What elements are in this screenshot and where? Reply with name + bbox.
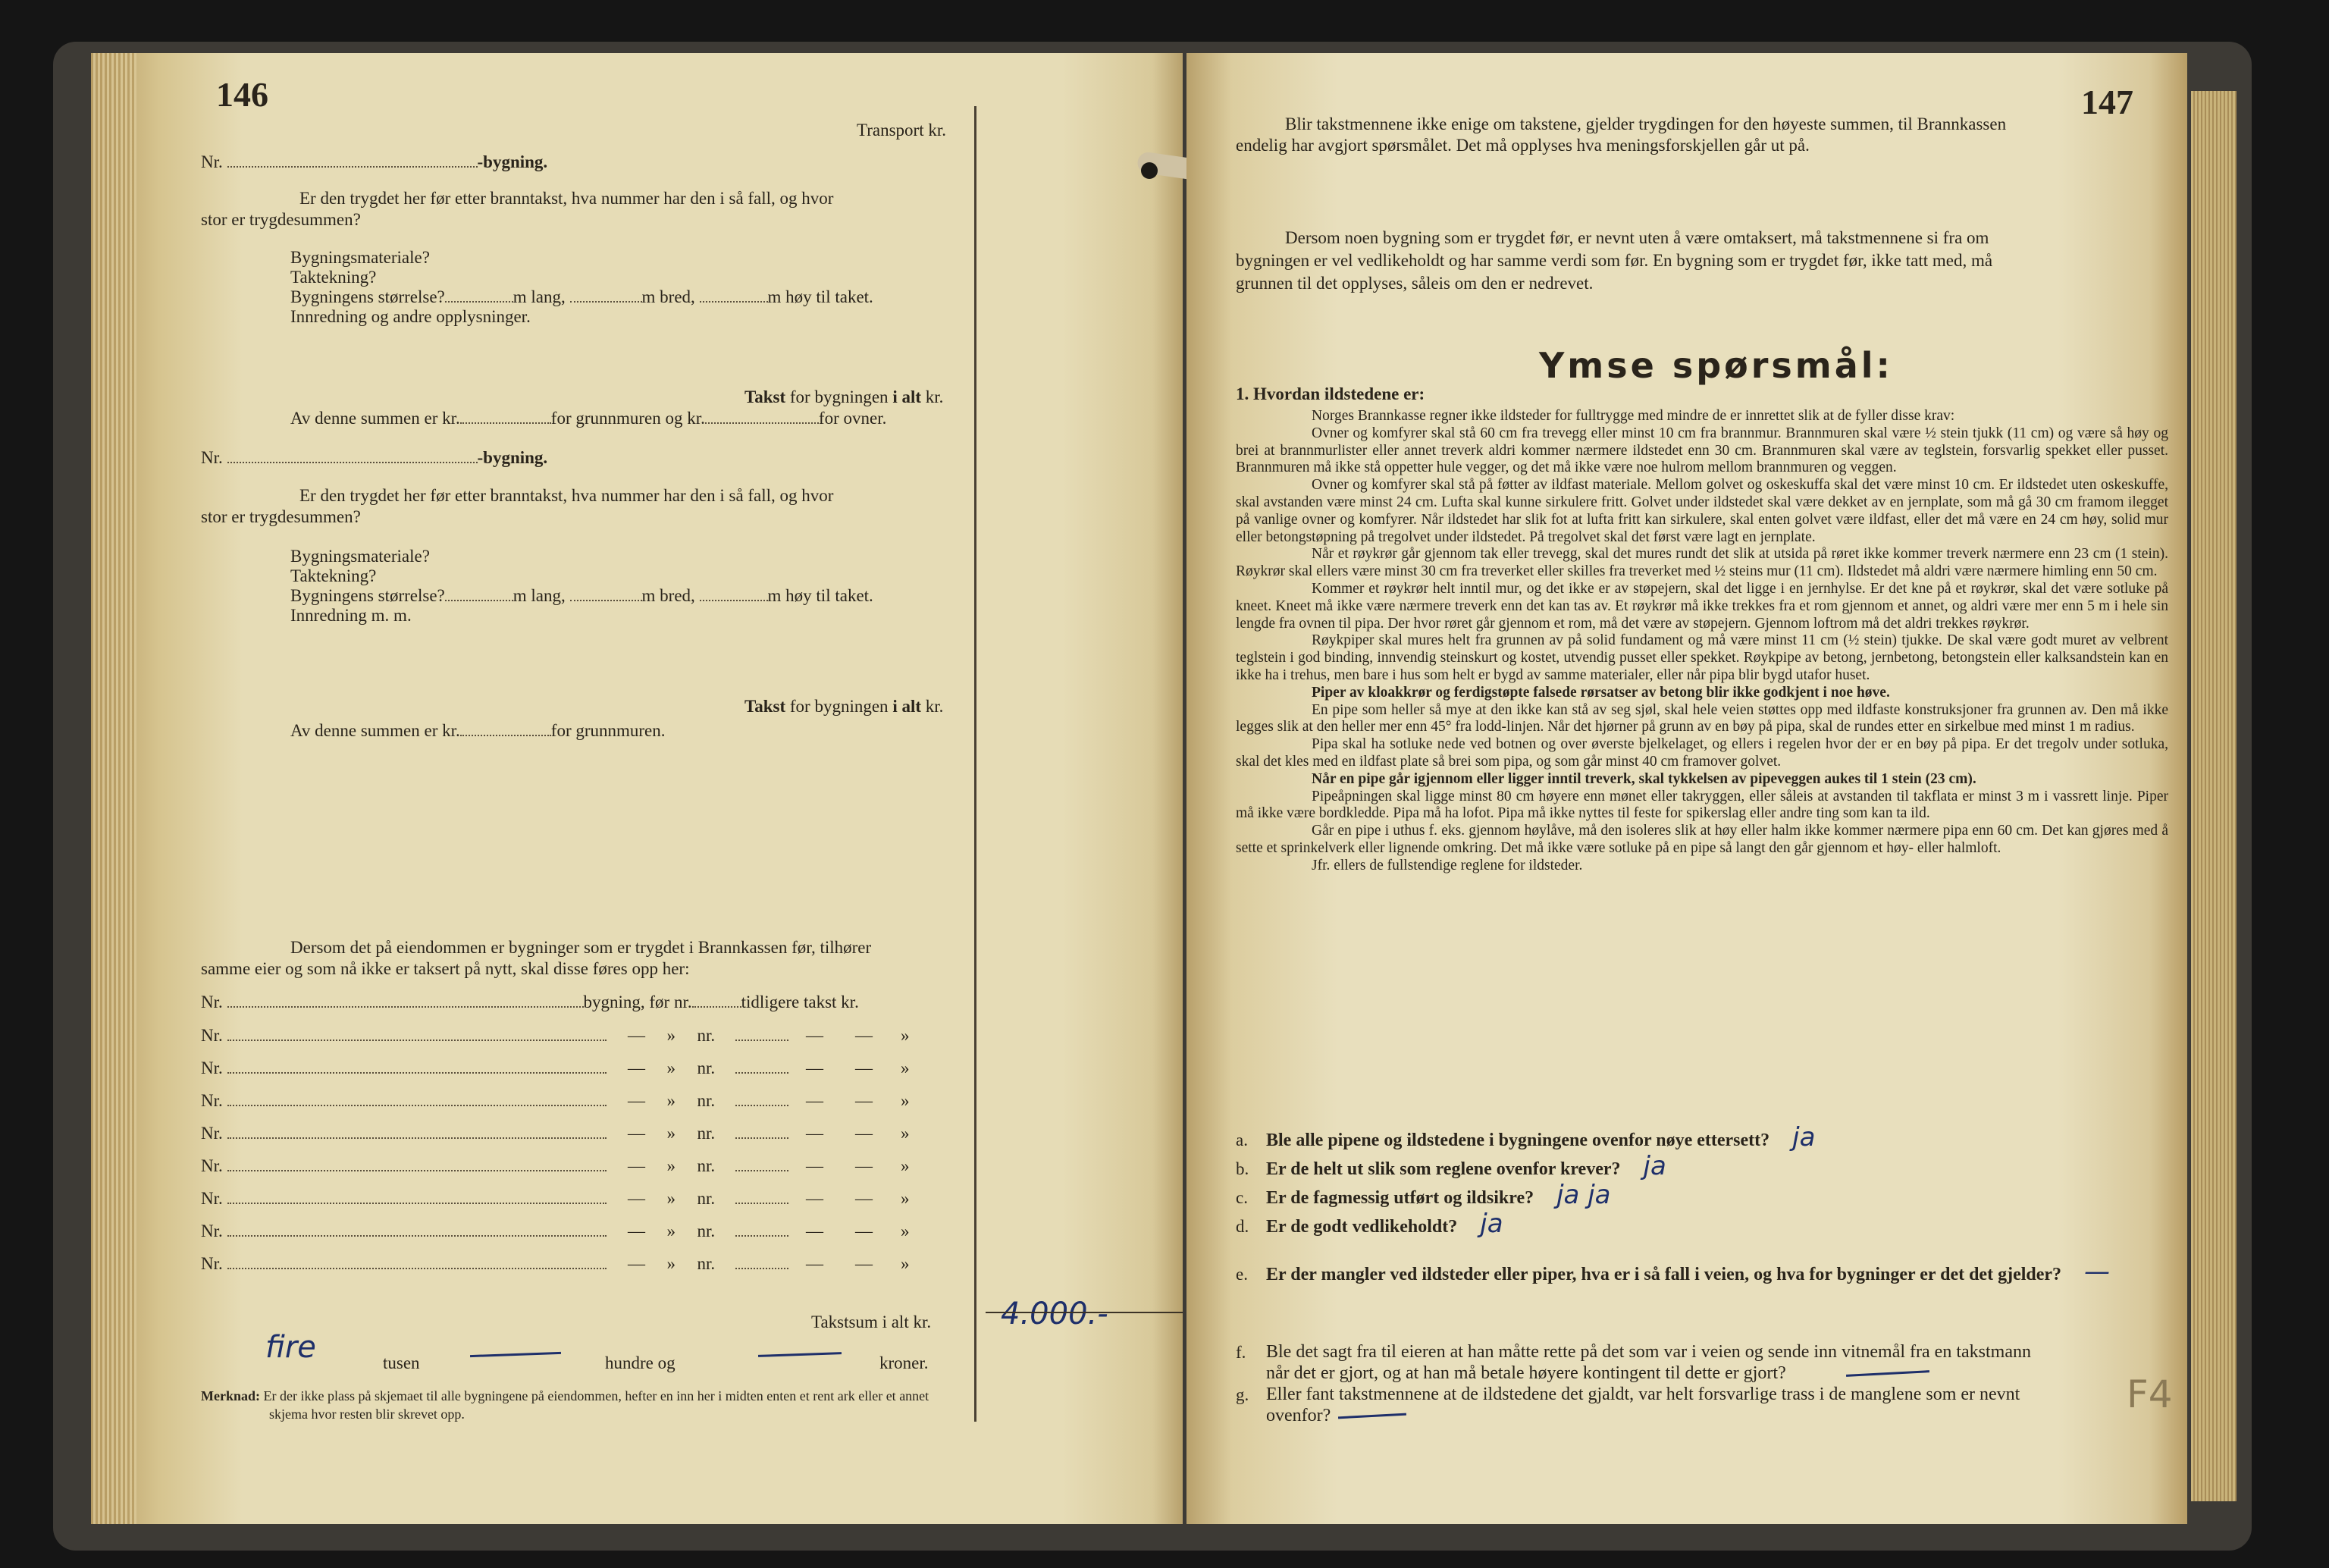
rule-paragraph: Piper av kloakkrør og ferdigstøpte falsede rørsatser av betong blir ikke godkjent i noe høve. bbox=[1312, 684, 1890, 701]
question-letter: b. bbox=[1236, 1159, 1249, 1178]
question-text: Ble alle pipene og ildstedene i bygningene ovenfor nøye ettersett? bbox=[1266, 1131, 1770, 1150]
merknad-line: Merknad: Er der ikke plass på skjemaet til alle bygningene på eiendommen, hefter en inn her i midten enten et rent ark eller et annet bbox=[201, 1388, 929, 1403]
others-row: Nr. — » nr. — — » bbox=[201, 1189, 910, 1208]
handwritten-fire: fire bbox=[265, 1330, 316, 1365]
rule-paragraph: Når et røykrør går gjennom tak eller trevegg, skal det mures rundt det slik at utsida på røret ikke kommer treverk nærmere enn 23 cm (1 stein). Røykrør skal ellers være minst 30 cm fra treverket eller skilles fra treverket med ½ steins mur (11 cm). Ildstedet må aldri være nærmere himling enn 50 cm. bbox=[1236, 546, 2168, 580]
rule-paragraph: Kommer et røykrør helt inntil mur, og det ikke er av støpejern, skal det ligge i en jernhylse. Er det kne på et røykrør, skal det være sotluke på kneet. Kneet må ikke være nærmere treverk enn det kan tas av. Et røykrør må ikke trekkes fra et rom gjennom et annet, og aldri være mer enn 5 m i hele sin lengde fra ovnen til pipa. Der hvor røret går gjennom et rom, må det være av støpejern. Gjennom loftrom må det aldri trekkes røykrør. bbox=[1236, 580, 2168, 632]
question-row bbox=[1236, 1256, 2110, 1287]
material-label: Bygningsmateriale? bbox=[290, 547, 430, 566]
hundre-label: hundre og bbox=[605, 1353, 676, 1372]
rule-paragraph: Ovner og komfyrer skal stå på føtter av ildfast materiale. Mellom golvet og oskeskuffa skal det være minst 10 cm. Er ildstedet uten oskeskuffe, skal avstanden være minst 24 cm. Lufta skal kunne sirkulere fritt. Golvet under ildstedet skal være dekket av en jernplate, som må gå 30 cm framom ilegget på vanlige ovner og komfyrer. Når ildstedet har slik fot at lufta fritt kan sirkulere, skal enten golvet være ildfast, eller det må være en 24 cm høy, solid mur eller betongstøpning på tregolvet under ildstedet. På tregolvet skal det først være lagt en jernplate. bbox=[1236, 477, 2168, 545]
others-first-row: Nr. bygning, før nr. tidligere takst kr. bbox=[201, 993, 859, 1011]
question-row bbox=[1236, 1122, 1815, 1152]
question-row bbox=[1236, 1151, 1666, 1181]
question-line: stor er trygdesummen? bbox=[201, 210, 361, 229]
nr-label: Nr. -bygning. bbox=[201, 152, 548, 171]
right-page bbox=[1186, 53, 2187, 1524]
question-letter: c. bbox=[1236, 1188, 1248, 1207]
question-row bbox=[1236, 1209, 1503, 1239]
kroner-label: kroner. bbox=[879, 1353, 929, 1372]
others-row: Nr. — » nr. — — » bbox=[201, 1221, 910, 1240]
rule-paragraph: Jfr. ellers de fullstendige reglene for ildsteder. bbox=[1312, 857, 1583, 873]
question-text: Er de godt vedlikeholdt? bbox=[1266, 1217, 1458, 1237]
question-letter: a. bbox=[1236, 1131, 1248, 1149]
rule-paragraph: Pipa skal ha sotluke nede ved botnen og over øverste bjelkelaget, og ellers i regelen hvor der er en bøy på pipa. Er det tregolv under sotluka, skal det kles med en ildfast plate så brei som pipa, og som går minst 40 cm framover golvet. bbox=[1236, 736, 2168, 770]
handwritten-dash bbox=[1846, 1370, 1929, 1377]
fire-rules bbox=[1236, 408, 2168, 875]
takst-line: Takst for bygningen i alt kr. bbox=[744, 697, 944, 716]
intro-line: endelig har avgjort spørsmålet. Det må opplyses hva meningsforskjellen går ut på. bbox=[1236, 136, 1810, 155]
question-f: når det er gjort, og at han må betale høyere kontingent til dette er gjort? bbox=[1266, 1363, 1786, 1383]
takst-line: Takst for bygningen i alt kr. bbox=[744, 387, 944, 406]
paragraph-line: bygningen er vel vedlikeholdt og har samme verdi som før. En bygning som er trygdet før, ikke tatt med, må bbox=[1236, 251, 1993, 270]
question-f: Ble det sagt fra til eieren at han måtte rette på det som var i veien og sende inn vitnemål fra en takstmann bbox=[1266, 1342, 2031, 1362]
page-edges-left bbox=[91, 53, 136, 1524]
others-intro: samme eier og som nå ikke er taksert på nytt, skal disse føres opp her: bbox=[201, 959, 690, 978]
margin-mark: F4 bbox=[2127, 1372, 2173, 1416]
handwritten-answer: ja bbox=[1480, 1209, 1503, 1239]
roof-label: Taktekning? bbox=[290, 268, 377, 287]
takstsum-value: 4.000.- bbox=[1001, 1297, 1108, 1331]
question-g: Eller fant takstmennene at de ildstedene det gjaldt, var helt forsvarlige trass i de manglene som er nevnt bbox=[1266, 1385, 2020, 1404]
sum-line: Av denne summen er kr. for grunnmuren og kr. for ovner. bbox=[290, 409, 887, 428]
roof-label: Taktekning? bbox=[290, 566, 377, 585]
others-row: Nr. — » nr. — — » bbox=[201, 1058, 910, 1077]
rule-paragraph: Norges Brannkasse regner ikke ildsteder for fulltrygge med mindre de er innrettet slik at de fyller disse krav: bbox=[1312, 408, 1955, 424]
takstsum-line bbox=[986, 1312, 1183, 1313]
handwritten-dash bbox=[470, 1352, 561, 1357]
rule-paragraph: Går en pipe i uthus f. eks. gjennom høylåve, må den isoleres slik at høy eller halm ikke kommer nærmere pipa enn 60 cm. Det kan gjøres med å sette et sprinkelverk eller lignende omkring. Det må ikke være sotluke på en pipe så langt den går gjennom et høy- eller halmloft. bbox=[1236, 823, 2168, 856]
left-page bbox=[91, 53, 1183, 1524]
rule-paragraph: Ovner og komfyrer skal stå 60 cm fra trevegg eller minst 10 cm fra brannmur. Brannmuren skal være ½ stein tjukk (11 cm) og være så høy og brei at brannmurlister eller annet treverk aldri kommer nærmere ildstedet enn 30 cm. Brannmuren skal være av teglstein, forsvarlig spekket eller pusset. Brannmuren må ikke stå oppetter hule vegger, og det må ikke være noe hulrom mellom brannmuren og veggen. bbox=[1236, 425, 2168, 476]
question-text: Er de fagmessig utført og ildsikre? bbox=[1266, 1188, 1534, 1208]
others-row: Nr. — » nr. — — » bbox=[201, 1026, 910, 1045]
nr-label: Nr. -bygning. bbox=[201, 448, 548, 467]
question-line: Er den trygdet her før etter branntakst, hva nummer har den i så fall, og hvor bbox=[299, 486, 834, 505]
handwritten-dash bbox=[758, 1352, 842, 1357]
section-heading: Ymse spørsmål: bbox=[1539, 345, 1893, 386]
others-row: Nr. — » nr. — — » bbox=[201, 1156, 910, 1175]
tusen-label: tusen bbox=[383, 1353, 420, 1372]
material-label: Bygningsmateriale? bbox=[290, 248, 430, 267]
transport-label: Transport kr. bbox=[857, 121, 946, 140]
handwritten-answer: ja bbox=[1792, 1122, 1816, 1152]
takstsum-label: Takstsum i alt kr. bbox=[811, 1312, 932, 1331]
handwritten-answer: — bbox=[2084, 1256, 2111, 1287]
question-letter: e. bbox=[1236, 1265, 1248, 1284]
question-row bbox=[1236, 1180, 1610, 1210]
page-edges-right bbox=[2191, 91, 2237, 1501]
rule-paragraph: Pipeåpningen skal ligge minst 80 cm høyere enn mønet eller takryggen, eller såleis at avstanden til takflata er minst 3 m i vassrett linje. Piper må ikke være bordkledde. Pipa må ha lofot. Pipa må ikke nyttes til feste for spikerslag eller andre ting som kan ta ild. bbox=[1236, 788, 2168, 822]
size-line: Bygningens størrelse? m lang, m bred, m høy til taket. bbox=[290, 287, 873, 306]
others-row: Nr. — » nr. — — » bbox=[201, 1091, 910, 1110]
sum-line: Av denne summen er kr. for grunnmuren. bbox=[290, 721, 666, 740]
rule-paragraph: En pipe som heller så mye at den ikke kan stå av seg sjøl, skal hele veien støttes opp med ildfaste konstruksjoner fra grunnen av. Den må ikke legges slik at den heller mer enn 45° fra lodd-linjen. Når det hjørner på grunn av en bøy på pipa, skal de rundes etter en sirkelbue med minst 1 m radius. bbox=[1236, 701, 2168, 735]
handwritten-answer: ja ja bbox=[1556, 1180, 1611, 1210]
question-letter: g. bbox=[1236, 1385, 1249, 1404]
question-line: stor er trygdesummen? bbox=[201, 507, 361, 526]
inner-label: Innredning m. m. bbox=[290, 606, 412, 625]
handwritten-dash bbox=[1338, 1413, 1406, 1419]
question-letter: f. bbox=[1236, 1343, 1246, 1362]
others-intro: Dersom det på eiendommen er bygninger som er trygdet i Brannkassen før, tilhører bbox=[290, 938, 872, 957]
paragraph-line: Dersom noen bygning som er trygdet før, er nevnt uten å være omtaksert, må takstmennene si fra om bbox=[1285, 228, 1989, 247]
column-rule bbox=[974, 106, 976, 1422]
rule-paragraph: Når en pipe går igjennom eller ligger inntil treverk, skal tykkelsen av pipeveggen aukes til 1 stein (23 cm). bbox=[1312, 770, 1976, 787]
size-line: Bygningens størrelse? m lang, m bred, m høy til taket. bbox=[290, 586, 873, 605]
binding-hole bbox=[1141, 162, 1158, 179]
merknad-line: skjema hvor resten blir skrevet opp. bbox=[269, 1406, 465, 1422]
others-row: Nr. — » nr. — — » bbox=[201, 1254, 910, 1273]
paragraph-line: grunnen til det opplyses, såleis om den er nedrevet. bbox=[1236, 274, 1594, 293]
question-text: Er de helt ut slik som reglene ovenfor krever? bbox=[1266, 1159, 1621, 1179]
rule-paragraph: Røykpiper skal mures helt fra grunnen av på solid fundament og må være minst 11 cm (½ stein) tjukke. De skal være godt muret av velbrent teglstein i god binding, innvendig steinskurt og kostet, utvendig pusset eller spekket. Røykpipe av betong, jernbetong, betongstein eller kalksandstein kan en ikke ha i trehus, men bare i hus som helt er bygd av samme materialer, eller når pipa blir bygd utafor huset. bbox=[1236, 632, 2168, 683]
others-row: Nr. — » nr. — — » bbox=[201, 1124, 910, 1143]
page-number: 147 bbox=[2081, 83, 2133, 121]
inner-label: Innredning og andre opplysninger. bbox=[290, 307, 531, 326]
question-title: 1. Hvordan ildstedene er: bbox=[1236, 384, 1425, 403]
question-line: Er den trygdet her før etter branntakst, hva nummer har den i så fall, og hvor bbox=[299, 189, 834, 208]
handwritten-answer: ja bbox=[1643, 1151, 1666, 1181]
question-text: Er der mangler ved ildsteder eller piper, hva er i så fall i veien, og hva for bygninger er det det gjelder? bbox=[1266, 1265, 2062, 1284]
question-letter: d. bbox=[1236, 1217, 1249, 1236]
page-number: 146 bbox=[216, 75, 268, 114]
intro-line: Blir takstmennene ikke enige om takstene, gjelder trygdingen for den høyeste summen, til Brannkassen bbox=[1285, 114, 2007, 133]
question-g: ovenfor? bbox=[1266, 1406, 1331, 1425]
